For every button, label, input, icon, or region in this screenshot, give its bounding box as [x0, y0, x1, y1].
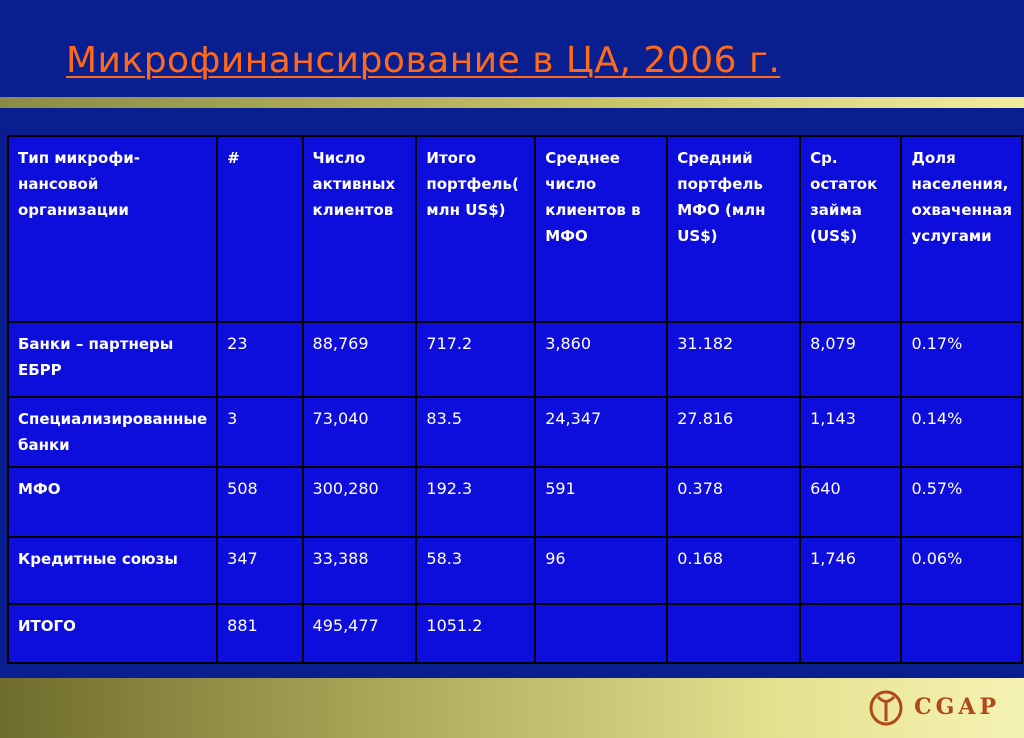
- table-row: [8, 537, 1022, 604]
- table-cell: 8,079: [800, 322, 901, 397]
- table-cell: 96: [535, 537, 667, 604]
- table-cell: 1,143: [800, 397, 901, 467]
- microfinance-table: [7, 135, 1023, 664]
- table-cell: [667, 604, 800, 663]
- table-cell: 58.3: [416, 537, 535, 604]
- table-cell: 0.14%: [901, 397, 1022, 467]
- table-cell: 73,040: [303, 397, 417, 467]
- table-cell: 192.3: [416, 467, 535, 537]
- table-cell: [535, 604, 667, 663]
- table-cell: 881: [217, 604, 302, 663]
- table-cell: 1051.2: [416, 604, 535, 663]
- table-cell: 3: [217, 397, 302, 467]
- table-cell: 0.168: [667, 537, 800, 604]
- table-cell: 0.06%: [901, 537, 1022, 604]
- cgap-emblem-icon: [866, 687, 906, 727]
- table-cell: [901, 604, 1022, 663]
- table-cell: [800, 604, 901, 663]
- title-divider-bar: [0, 97, 1024, 108]
- table-cell: 27.816: [667, 397, 800, 467]
- header-cell: Доля населения, охваченная услугами: [901, 136, 1022, 322]
- logo-text: CGAP: [914, 694, 1000, 720]
- row-label: Специализированные банки: [8, 397, 217, 467]
- table-header-row: [8, 136, 1022, 322]
- table-cell: 3,860: [535, 322, 667, 397]
- table-cell: 23: [217, 322, 302, 397]
- table-cell: 0.57%: [901, 467, 1022, 537]
- table-cell: 83.5: [416, 397, 535, 467]
- table-cell: 347: [217, 537, 302, 604]
- table-row: [8, 467, 1022, 537]
- table-cell: 31.182: [667, 322, 800, 397]
- header-cell: Средний портфель МФО (млн US$): [667, 136, 800, 322]
- table-cell: 0.17%: [901, 322, 1022, 397]
- table-row: [8, 322, 1022, 397]
- header-cell: Тип микрофи-нансовой организации: [8, 136, 217, 322]
- table-cell: 300,280: [303, 467, 417, 537]
- header-cell: Среднее число клиентов в МФО: [535, 136, 667, 322]
- table-cell: 717.2: [416, 322, 535, 397]
- header-cell: #: [217, 136, 302, 322]
- header-cell: Ср. остаток займа (US$): [800, 136, 901, 322]
- row-label: ИТОГО: [8, 604, 217, 663]
- header-cell: Число активных клиентов: [303, 136, 417, 322]
- table-cell: 0.378: [667, 467, 800, 537]
- slide-title: Микрофинансирование в ЦА, 2006 г.: [66, 40, 781, 81]
- header-cell: Итого портфель( млн US$): [416, 136, 535, 322]
- table-total-row: [8, 604, 1022, 663]
- table-cell: 33,388: [303, 537, 417, 604]
- table-row: [8, 397, 1022, 467]
- table-cell: 1,746: [800, 537, 901, 604]
- row-label: Банки – партнеры ЕБРР: [8, 322, 217, 397]
- table-cell: 591: [535, 467, 667, 537]
- cgap-logo: [866, 684, 1000, 730]
- table-cell: 508: [217, 467, 302, 537]
- row-label: МФО: [8, 467, 217, 537]
- table-cell: 495,477: [303, 604, 417, 663]
- row-label: Кредитные союзы: [8, 537, 217, 604]
- table-cell: 88,769: [303, 322, 417, 397]
- table-cell: 24,347: [535, 397, 667, 467]
- table-cell: 640: [800, 467, 901, 537]
